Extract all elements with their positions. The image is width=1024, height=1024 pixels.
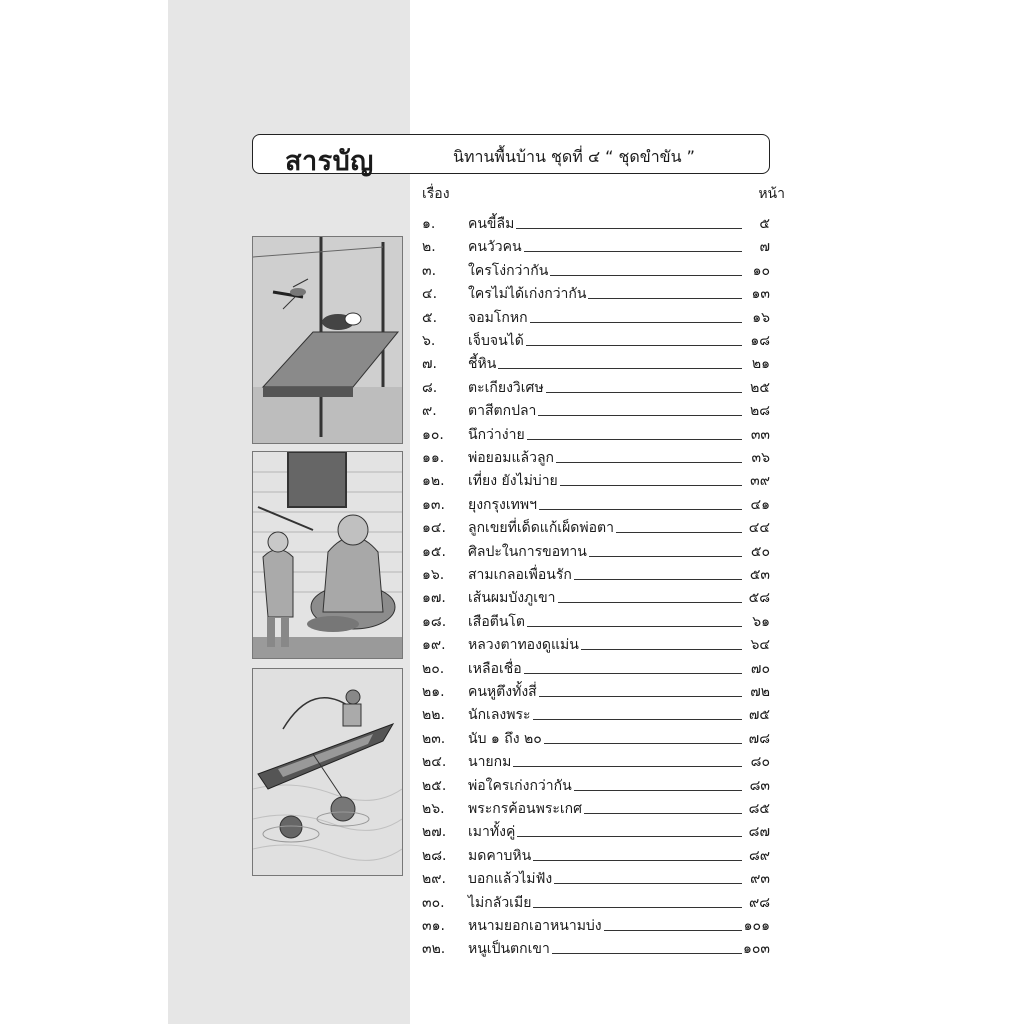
toc-page-number: ๓๖ — [751, 450, 770, 466]
column-header-story: เรื่อง — [422, 186, 450, 202]
toc-title: ใครไม่ได้เก่งกว่ากัน — [468, 283, 588, 305]
toc-title: นักเลงพระ — [468, 704, 533, 726]
toc-number: ๑. — [422, 216, 436, 232]
toc-number: ๗. — [422, 356, 437, 373]
toc-number: ๒. — [422, 239, 436, 256]
toc-title: ชี้หิน — [468, 353, 498, 375]
toc-number: ๑๖. — [422, 567, 445, 583]
page-subtitle: นิทานพื้นบ้าน ชุดที่ ๔ “ ชุดขำขัน ” — [453, 147, 695, 166]
toc-entry — [420, 424, 772, 446]
toc-title: เหลือเชื่อ — [468, 658, 524, 680]
toc-title: หลวงตาทองดูแม่น — [468, 634, 581, 656]
toc-number: ๑๓. — [422, 496, 445, 513]
toc-page-number: ๒๑ — [751, 356, 770, 373]
toc-entry — [420, 283, 772, 305]
toc-number: ๘. — [422, 379, 438, 396]
toc-number: ๓. — [422, 262, 437, 279]
toc-number: ๓๒. — [422, 941, 446, 958]
toc-entry — [420, 377, 772, 399]
toc-entry — [420, 938, 772, 960]
toc-page-number: ๕๐ — [750, 543, 770, 560]
toc-entry — [420, 751, 772, 773]
toc-entry — [420, 400, 772, 422]
toc-number: ๒๓. — [422, 730, 446, 747]
toc-number: ๓๐. — [422, 894, 445, 911]
toc-page-number: ๘๕ — [748, 801, 770, 817]
page-title: สารบัญ — [285, 146, 374, 177]
toc-number: ๒๙. — [422, 871, 446, 888]
toc-title: สามเกลอเพื่อนรัก — [468, 564, 574, 586]
toc-entry — [420, 681, 772, 703]
toc-title: นับ ๑ ถึง ๒๐ — [468, 728, 544, 750]
toc-entry — [420, 915, 772, 937]
toc-page-number: ๒๘ — [749, 403, 770, 420]
toc-title: คนหูตึงทั้งสี่ — [468, 681, 539, 703]
toc-title: ใครโง่กว่ากัน — [468, 260, 550, 282]
toc-entry — [420, 845, 772, 867]
toc-entry — [420, 634, 772, 656]
toc-number: ๑๒. — [422, 473, 445, 490]
toc-page-number: ๙๓ — [750, 871, 770, 888]
toc-title: บอกแล้วไม่ฟัง — [468, 868, 554, 890]
toc-page-number: ๙๘ — [748, 894, 770, 911]
toc-number: ๒๒. — [422, 707, 445, 724]
toc-title: เจ็บจนได้ — [468, 330, 526, 352]
toc-entry — [420, 307, 772, 329]
toc-title: เส้นผมบังภูเขา — [468, 587, 558, 609]
toc-number: ๑๗. — [422, 590, 446, 607]
mosquito-bed-illustration-icon — [252, 236, 403, 444]
toc-number: ๒๕. — [422, 777, 447, 794]
toc-page-number: ๒๕ — [750, 379, 770, 396]
toc-page-number: ๘๓ — [749, 777, 770, 794]
toc-entry — [420, 353, 772, 375]
toc-title: เสือตีนโต — [468, 611, 527, 633]
toc-entry — [420, 868, 772, 890]
toc-number: ๒๔. — [422, 754, 447, 771]
monk-child-illustration-icon — [252, 451, 403, 659]
toc-number: ๑๘. — [422, 613, 447, 630]
toc-page-number: ๑๖ — [752, 309, 770, 326]
toc-entry — [420, 236, 772, 258]
toc-entry — [420, 260, 772, 282]
toc-entry — [420, 213, 772, 235]
toc-number: ๒๑. — [422, 684, 445, 700]
toc-page-number: ๗๕ — [748, 707, 770, 724]
toc-page-number: ๘๙ — [748, 847, 770, 864]
toc-number: ๑๙. — [422, 637, 446, 654]
toc-page-number: ๖๔ — [750, 637, 770, 654]
toc-page-number: ๓๓ — [750, 426, 770, 443]
toc-title: มดคาบหิน — [468, 845, 533, 867]
toc-page-number: ๓๙ — [750, 473, 770, 490]
toc-number: ๖. — [422, 333, 436, 349]
toc-title: ลูกเขยที่เด็ดแก้เผ็ดพ่อตา — [468, 517, 616, 539]
toc-number: ๓๑. — [422, 918, 445, 934]
toc-page-number: ๘๐ — [750, 754, 770, 771]
toc-page-number: ๑๘ — [750, 333, 770, 349]
toc-number: ๑๔. — [422, 520, 446, 537]
toc-number: ๔. — [422, 286, 438, 303]
title-box — [252, 134, 770, 177]
toc-number: ๕. — [422, 309, 438, 326]
toc-page-number: ๗๘ — [748, 730, 770, 747]
toc-page-number: ๔๑ — [750, 496, 770, 513]
toc-entry — [420, 728, 772, 750]
toc-entry — [420, 517, 772, 539]
toc-title: ตะเกียงวิเศษ — [468, 377, 546, 399]
toc-title: พ่อใครเก่งกว่ากัน — [468, 775, 574, 797]
toc-entry — [420, 611, 772, 633]
toc-page-number: ๗๐ — [750, 660, 770, 677]
toc-page-number: ๗ — [759, 239, 770, 256]
toc-entry — [420, 775, 772, 797]
toc-title: นึกว่าง่าย — [468, 424, 527, 446]
toc-title: พ่อยอมแล้วลูก — [468, 447, 556, 469]
toc-number: ๑๑. — [422, 450, 445, 466]
toc-title: จอมโกหก — [468, 307, 530, 329]
toc-entry — [420, 798, 772, 820]
toc-entry — [420, 892, 772, 914]
toc-title: หนูเป็นตกเขา — [468, 938, 552, 960]
toc-page-number: ๑๐๓ — [742, 941, 770, 958]
toc-title: ไม่กลัวเมีย — [468, 892, 533, 914]
toc-title: ยุงกรุงเทพฯ — [468, 494, 539, 516]
toc-title: ศิลปะในการขอทาน — [468, 541, 589, 563]
toc-number: ๑๐. — [422, 426, 444, 443]
toc-number: ๒๗. — [422, 824, 447, 841]
toc-number: ๒๐. — [422, 660, 445, 677]
toc-title: คนขี้ลืม — [468, 213, 516, 235]
boat-fishing-illustration-icon — [252, 668, 403, 876]
toc-entry — [420, 541, 772, 563]
toc-title: เมาทั้งคู่ — [468, 821, 517, 843]
toc-number: ๒๖. — [422, 801, 445, 817]
toc-page-number: ๘๗ — [748, 824, 770, 841]
toc-entry — [420, 564, 772, 586]
toc-page-number: ๑๐๑ — [743, 918, 770, 934]
toc-page-number: ๗๒ — [750, 684, 770, 700]
toc-entry — [420, 470, 772, 492]
toc-page-number: ๑๓ — [751, 286, 770, 303]
toc-title: ตาสีตกปลา — [468, 400, 538, 422]
toc-page-number: ๕๓ — [749, 567, 770, 583]
toc-page-number: ๖๑ — [752, 613, 770, 630]
toc-entry — [420, 494, 772, 516]
toc-page-number: ๕๘ — [748, 590, 770, 607]
toc-title: คนวัวคน — [468, 236, 524, 258]
toc-page-number: ๔๔ — [748, 520, 770, 537]
toc-number: ๒๘. — [422, 847, 447, 864]
toc-entry — [420, 704, 772, 726]
toc-title: นายกม — [468, 751, 513, 773]
toc-entry — [420, 447, 772, 469]
column-header-page: หน้า — [758, 186, 785, 202]
toc-page-number: ๑๐ — [752, 262, 770, 279]
toc-entry — [420, 587, 772, 609]
toc-entry — [420, 821, 772, 843]
toc-title: เที่ยง ยังไม่บ่าย — [468, 470, 560, 492]
toc-page-number: ๕ — [759, 216, 770, 232]
toc-number: ๑๕. — [422, 543, 446, 560]
toc-entry — [420, 658, 772, 680]
toc-title: หนามยอกเอาหนามบ่ง — [468, 915, 604, 937]
toc-leader-line — [468, 368, 742, 369]
toc-number: ๙. — [422, 403, 437, 420]
toc-title: พระกรค้อนพระเกศ — [468, 798, 584, 820]
toc-entry — [420, 330, 772, 352]
